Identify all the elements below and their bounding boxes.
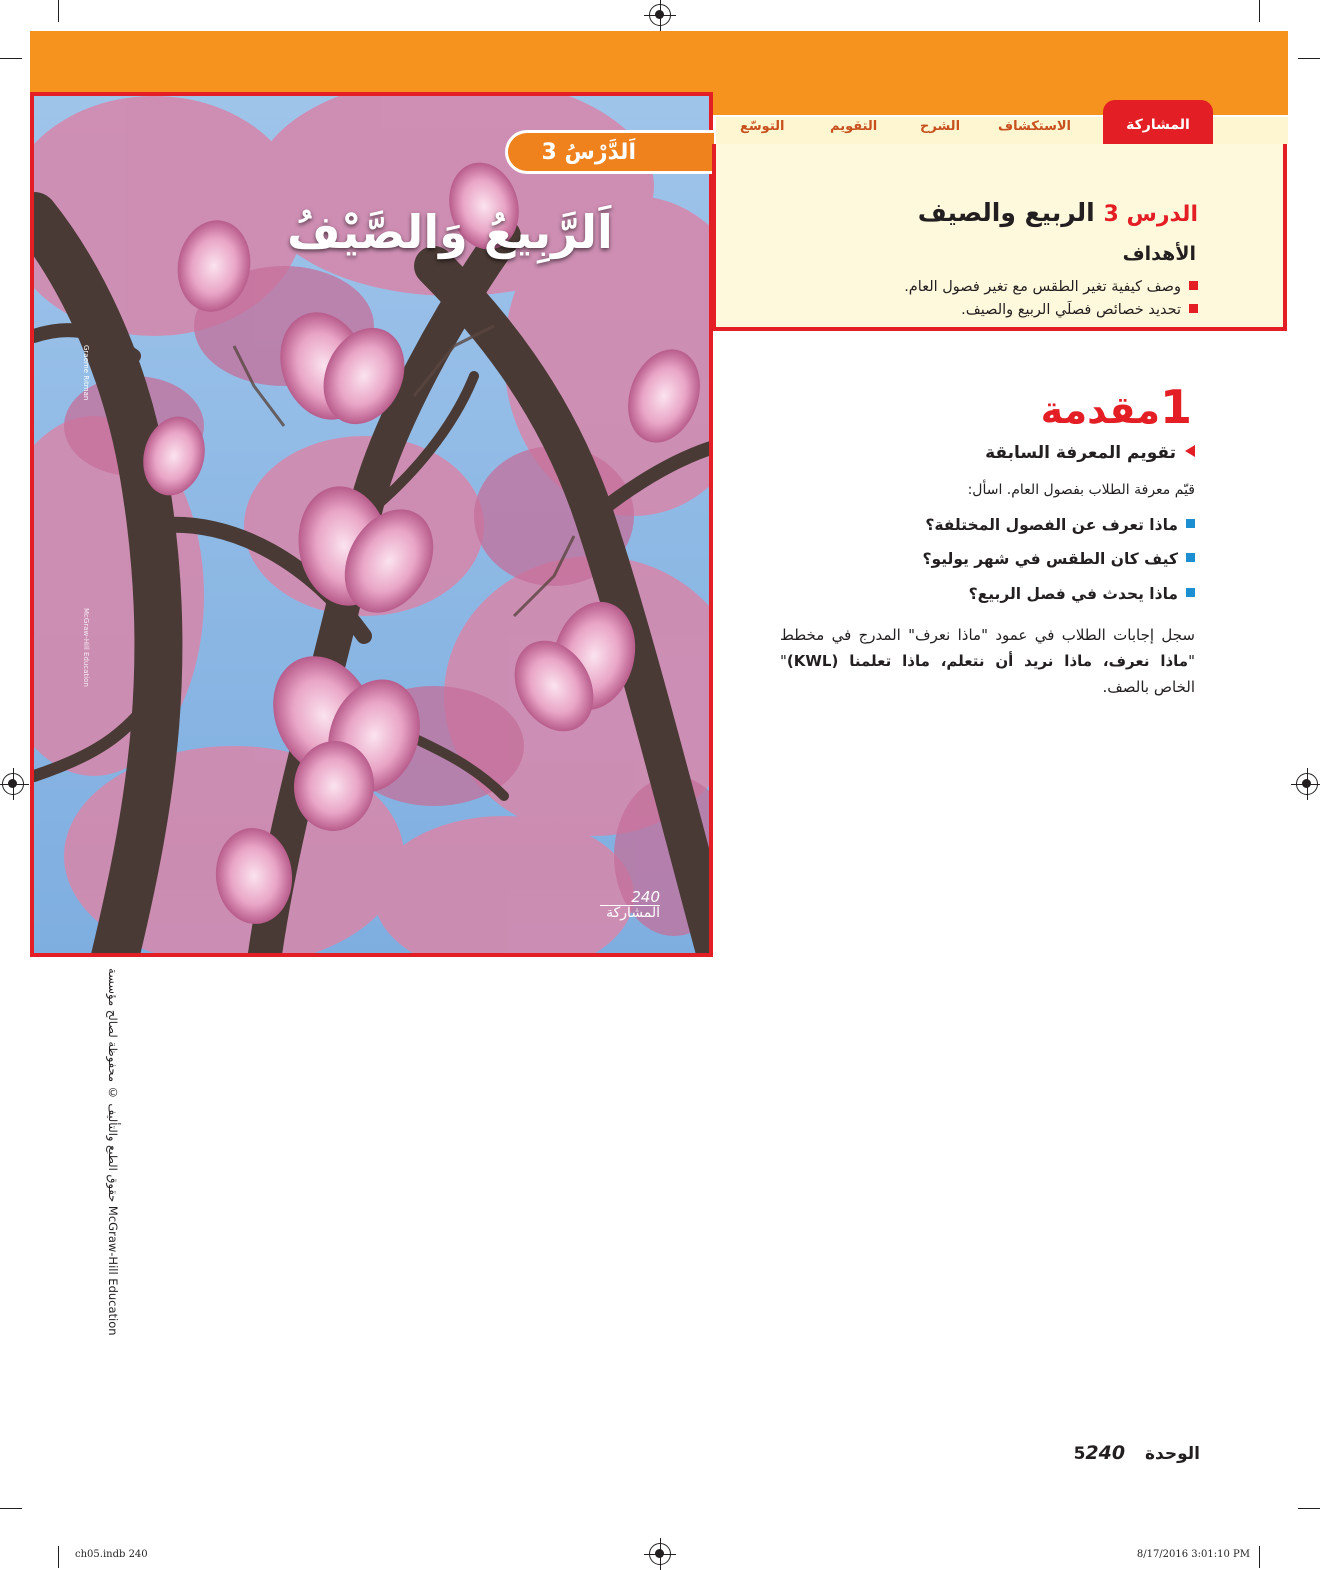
- goals-title: الأهداف: [1122, 243, 1196, 265]
- registration-mark-icon: [649, 4, 671, 26]
- prior-knowledge-heading: تقويم المعرفة السابقة: [985, 443, 1195, 463]
- crop-mark: [0, 1508, 22, 1509]
- crop-mark: [58, 0, 59, 22]
- tab-extend[interactable]: التوسّع: [740, 119, 785, 134]
- date-slug: 8/17/2016 3:01:10 PM: [1136, 1549, 1250, 1560]
- photo-credit: Graeme Ritman: [82, 345, 90, 401]
- goal-item: تحديد خصائص فصلَي الربيع والصيف.: [961, 302, 1198, 318]
- tab-evaluate[interactable]: التقويم: [830, 119, 878, 134]
- crop-mark: [1259, 1546, 1260, 1568]
- lesson-label: الدرس 3: [1103, 202, 1198, 227]
- bullet-icon: [1186, 553, 1195, 562]
- question-item: كيف كان الطقس في شهر يوليو؟: [923, 550, 1196, 568]
- tab-engage[interactable]: المشاركة: [1103, 100, 1213, 146]
- photo-page-number: 240 المشاركة: [600, 890, 660, 921]
- question-item: ماذا تعرف عن الفصول المختلفة؟: [925, 516, 1195, 534]
- tab-explain[interactable]: الشرح: [920, 119, 961, 134]
- crop-mark: [0, 58, 22, 59]
- bullet-icon: [1189, 304, 1198, 313]
- crop-mark: [1298, 1508, 1320, 1509]
- registration-mark-icon: [649, 1543, 671, 1565]
- question-item: ماذا يحدث في فصل الربيع؟: [969, 585, 1195, 603]
- page-footer: [1074, 1442, 1200, 1464]
- unit-label: الوحدة 5: [1073, 1444, 1200, 1464]
- registration-mark-icon: [2, 773, 24, 795]
- assess-text: قيّم معرفة الطلاب بفصول العام. اسأل:: [967, 482, 1195, 498]
- page-number: 240: [1085, 1442, 1126, 1464]
- goal-item: وصف كيفية تغير الطقس مع تغير فصول العام.: [904, 279, 1198, 295]
- bullet-icon: [1189, 281, 1198, 290]
- intro-title: 1مقدمة: [1040, 380, 1192, 434]
- photo-title: اَلرَّبِيعُ وَالصَّيْفُ: [287, 205, 613, 259]
- copyright-note: حقوق الطبع والتأليف © محفوظة لصالح مؤسسة McGraw-Hill Education: [106, 968, 120, 1336]
- lesson-title: الربيع والصيف: [917, 198, 1095, 227]
- crop-mark: [1298, 58, 1320, 59]
- crop-mark: [58, 1546, 59, 1568]
- crop-mark: [1259, 0, 1260, 22]
- bullet-icon: [1186, 519, 1195, 528]
- bullet-icon: [1186, 588, 1195, 597]
- lesson-tab: اَلدَّرْسُ 3: [505, 130, 714, 174]
- triangle-icon: [1185, 445, 1195, 457]
- tab-explore[interactable]: الاستكشاف: [998, 119, 1071, 134]
- lesson-heading: [918, 198, 1198, 227]
- registration-mark-icon: [1296, 773, 1318, 795]
- photo-credit: McGraw-Hill Education: [82, 608, 90, 687]
- instruction-paragraph: سجل إجابات الطلاب في عمود "ماذا نعرف" المدرج في مخطط "ماذا نعرف، ماذا نريد أن نتعلم، ماذا تعلمنا (KWL)" الخاص بالصف.: [780, 626, 1195, 696]
- file-slug: ch05.indb 240: [75, 1549, 148, 1560]
